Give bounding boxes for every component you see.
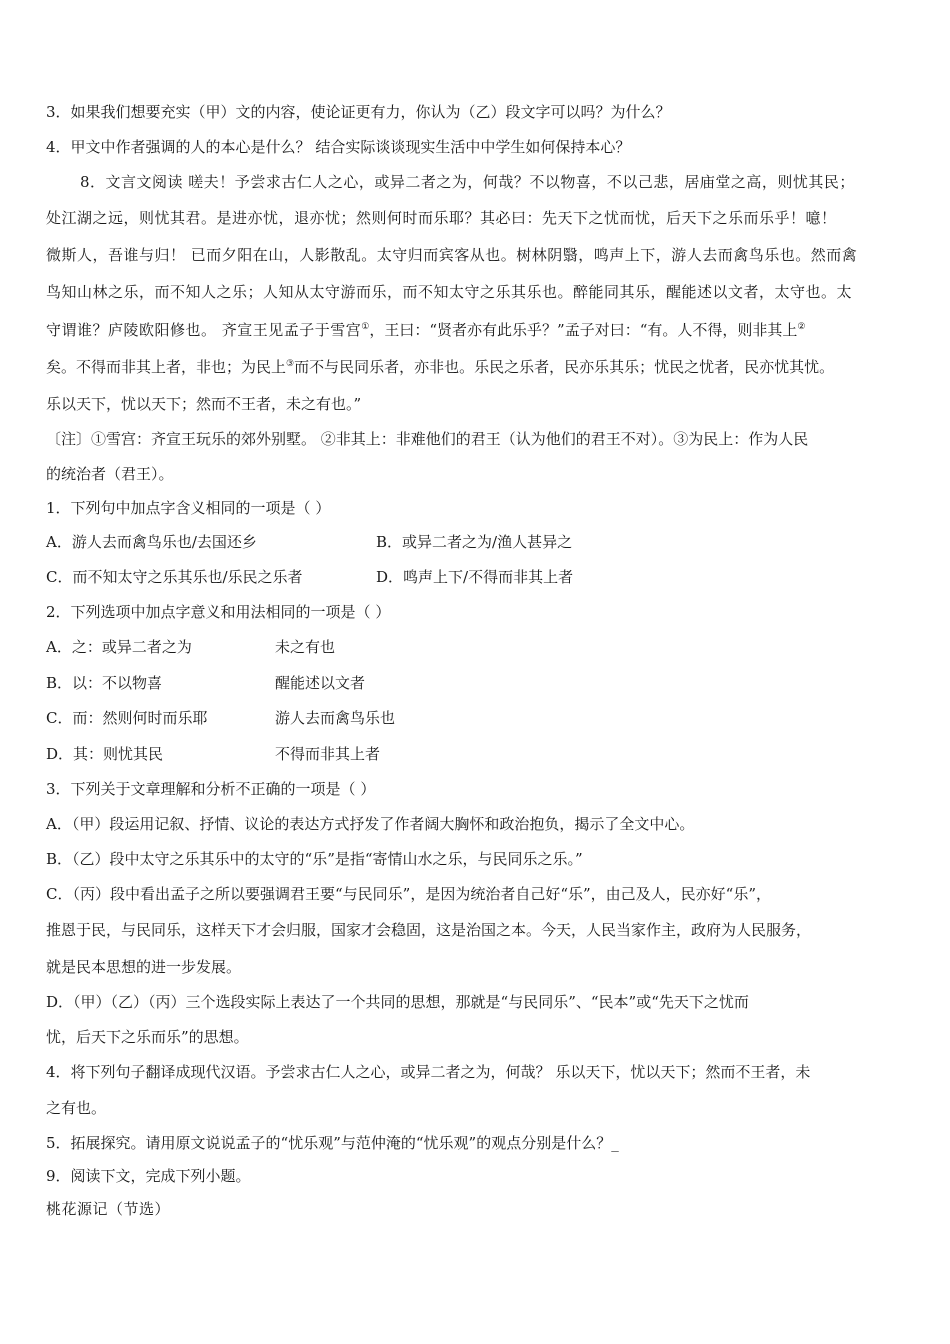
q2-option-a-compare: 未之有也 xyxy=(275,638,336,656)
q4-text: 4．甲文中作者强调的人的本心是什么？ 结合实际谈谈现实生活中中学生如何保持本心？ xyxy=(46,138,631,156)
q3-option-c-cont: 就是民本思想的进一步发展。 xyxy=(46,958,242,976)
q3-option-d-cont: 忧，后天下之乐而乐”的思想。 xyxy=(46,1028,249,1046)
passage-line: 处江湖之远，则忧其君。是进亦忧，退亦忧；然则何时而乐耶？其必曰：先天下之忧而忧，后天下之乐而乐乎！噫！ xyxy=(46,209,837,227)
q1-option-a: A．游人去而禽鸟乐也/去国还乡 xyxy=(46,533,257,551)
q3-option-c: C．（丙）段中看出孟子之所以要强调君王要“与民同乐”，是因为统治者自己好“乐”，由己及人，民亦好“乐”， xyxy=(46,885,771,903)
passage-line: 8．文言文阅读 嗟夫！予尝求古仁人之心，或异二者之为，何哉？不以物喜，不以己悲，居庙堂之高，则忧其民； xyxy=(80,173,855,191)
q2-option-c-compare: 游人去而禽鸟乐也 xyxy=(275,709,396,727)
passage-line: 微斯人，吾谁与归！ 已而夕阳在山，人影散乱。太守归而宾客从也。树林阴翳，鸣声上下，游人去而禽鸟乐也。然而禽 xyxy=(46,246,858,264)
question-2: 2．下列选项中加点字意义和用法相同的一项是（ ） xyxy=(46,603,391,621)
footnote-marker: ① xyxy=(361,322,370,332)
q3-option-d: D．（甲）（乙）（丙）三个选段实际上表达了一个共同的思想，那就是“与民同乐”、“民本”或“先天下之忧而 xyxy=(46,993,749,1011)
q2-option-a: A．之：或异二者之为 xyxy=(46,638,192,656)
q2-option-b: B．以：不以物喜 xyxy=(46,674,163,692)
q2-option-d-compare: 不得而非其上者 xyxy=(275,745,381,763)
q3-option-c-cont: 推恩于民，与民同乐，这样天下才会归服，国家才会稳固，这是治国之本。今天，人民当家作主，政府为人民服务， xyxy=(46,921,812,939)
q2-option-c: C．而：然则何时而乐耶 xyxy=(46,709,208,727)
q2-option-d: D．其：则忧其民 xyxy=(46,745,164,763)
passage-line: 守谓谁？庐陵欧阳修也。 齐宣王见孟子于雪宫①，王曰：“贤者亦有此乐乎？”孟子对曰：“有。人不得，则非其上② xyxy=(46,321,806,339)
annotation-text: 的统治者（君王）。 xyxy=(46,465,174,483)
q1-option-b: B．或异二者之为/渔人甚异之 xyxy=(376,533,573,551)
footnote-marker: ② xyxy=(797,322,806,332)
question-4: 4．将下列句子翻译成现代汉语。予尝求古仁人之心，或异二者之为，何哉？ 乐以天下，忧以天下；然而不王者，未 xyxy=(46,1063,811,1081)
section-9-heading: 9．阅读下文，完成下列小题。 xyxy=(46,1167,251,1185)
question-1: 1．下列句中加点字含义相同的一项是（ ） xyxy=(46,499,331,517)
q3-option-b: B．（乙）段中太守之乐其乐中的太守的“乐”是指“寄情山水之乐，与民同乐之乐。” xyxy=(46,850,583,868)
q3-text: 3．如果我们想要充实（甲）文的内容，使论证更有力，你认为（乙）段文字可以吗？为什么？ xyxy=(46,103,671,121)
question-5: 5．拓展探究。请用原文说说孟子的“忧乐观”与范仲淹的“忧乐观”的观点分别是什么？_ xyxy=(46,1134,619,1152)
passage-line: 鸟知山林之乐，而不知人之乐；人知从太守游而乐，而不知太守之乐其乐也。醉能同其乐，醒能述以文者，太守也。太 xyxy=(46,283,853,301)
passage-line: 乐以天下，忧以天下；然而不王者，未之有也。” xyxy=(46,395,362,413)
passage-title: 桃花源记（节选） xyxy=(46,1200,171,1218)
q2-option-b-compare: 醒能述以文者 xyxy=(275,674,366,692)
annotation-text: 〔注〕①雪宫：齐宣王玩乐的郊外别墅。 ②非其上：非难他们的君王（认为他们的君王不对）。③为民上：作为人民 xyxy=(46,430,809,448)
question-4-cont: 之有也。 xyxy=(46,1099,107,1117)
q1-option-c: C．而不知太守之乐其乐也/乐民之乐者 xyxy=(46,568,303,586)
passage-line: 矣。不得而非其上者，非也；为民上③而不与民同乐者，亦非也。乐民之乐者，民亦乐其乐；忧民之忧者，民亦忧其忧。 xyxy=(46,358,835,376)
q1-option-d: D．鸣声上下/不得而非其上者 xyxy=(376,568,574,586)
q3-option-a: A．（甲）段运用记叙、抒情、议论的表达方式抒发了作者阔大胸怀和政治抱负，揭示了全文中心。 xyxy=(46,815,695,833)
footnote-marker: ③ xyxy=(286,359,295,369)
question-3: 3．下列关于文章理解和分析不正确的一项是（ ） xyxy=(46,780,376,798)
